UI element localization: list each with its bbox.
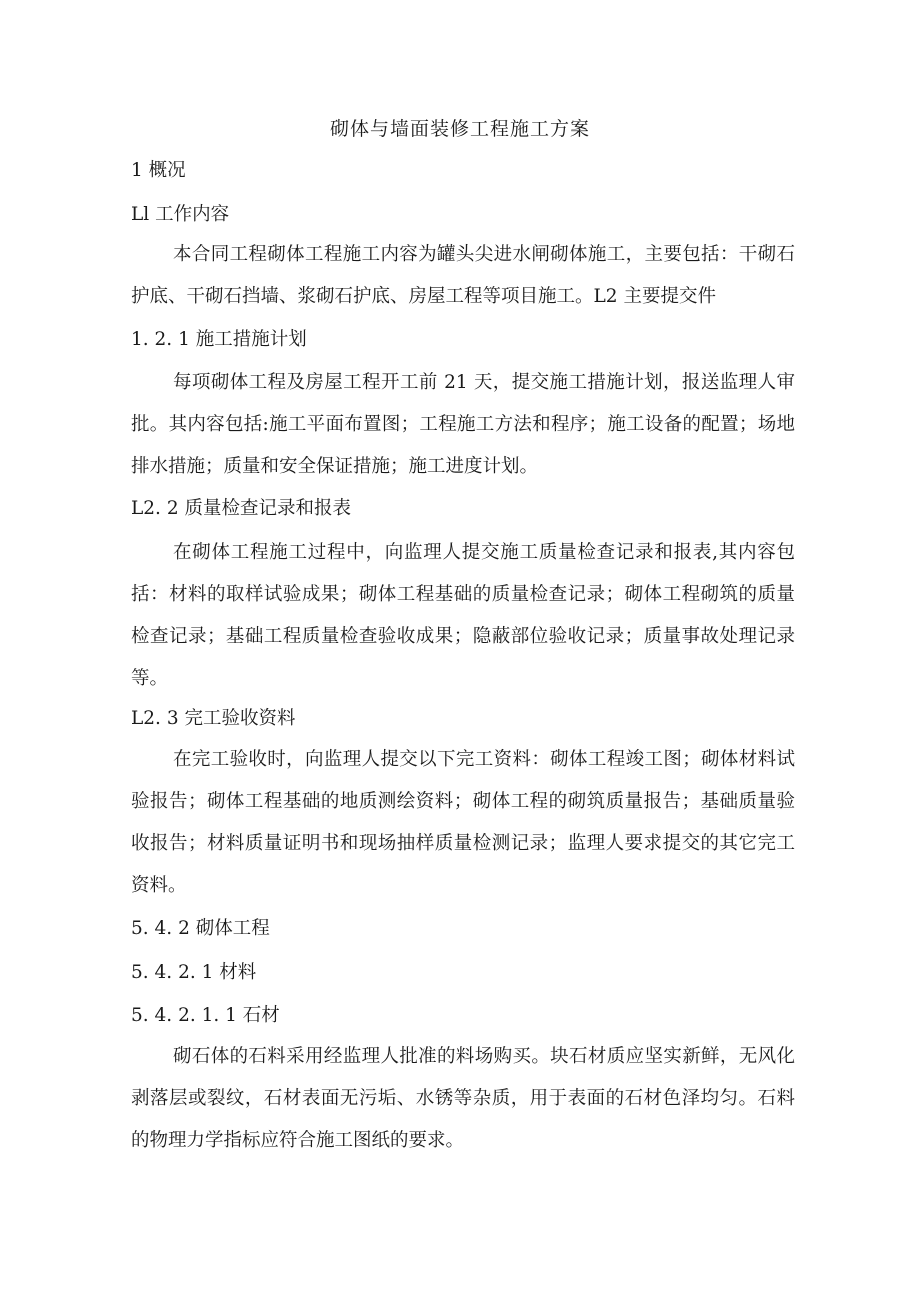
- heading-1-2-1-construction-plan: 1. 2. 1 施工措施计划: [131, 329, 307, 350]
- heading-1-2-2-quality-records: L2. 2 质量检查记录和报表: [131, 498, 351, 519]
- heading-1-1-work-content: Ll 工作内容: [131, 204, 230, 225]
- heading-1-overview: 1 概况: [131, 160, 186, 181]
- paragraph-work-content: 本合同工程砌体工程施工内容为罐头尖进水闸砌体施工，主要包括：干砌石护底、干砌石挡墙、浆砌石护底、房屋工程等项目施工。L2 主要提交件: [131, 244, 795, 307]
- paragraph-stone: 砌石体的石料采用经监理人批准的料场购买。块石材质应坚实新鲜，无风化剥落层或裂纹，石材表面无污垢、水锈等杂质，用于表面的石材色泽均匀。石料的物理力学指标应符合施工图纸的要求。: [131, 1046, 795, 1151]
- heading-5-4-2-1-materials: 5. 4. 2. 1 材料: [131, 962, 257, 983]
- paragraph-construction-plan: 每项砌体工程及房屋工程开工前 21 天，提交施工措施计划，报送监理人审批。其内容包括:施工平面布置图；工程施工方法和程序；施工设备的配置；场地排水措施；质量和安全保证措施；施工进度计划。: [131, 372, 795, 477]
- paragraph-quality-records: 在砌体工程施工过程中，向监理人提交施工质量检查记录和报表,其内容包括：材料的取样试验成果；砌体工程基础的质量检查记录；砌体工程砌筑的质量检查记录；基础工程质量检查验收成果；隐蔽部位验收记录；质量事故处理记录等。: [131, 542, 795, 689]
- heading-1-2-3-completion-docs: L2. 3 完工验收资料: [131, 708, 296, 729]
- paragraph-completion-docs: 在完工验收时，向监理人提交以下完工资料：砌体工程竣工图；砌体材料试验报告；砌体工程基础的地质测绘资料；砌体工程的砌筑质量报告；基础质量验收报告；材料质量证明书和现场抽样质量检测记录；监理人要求提交的其它完工资料。: [131, 749, 795, 896]
- document-title: 砌体与墙面装修工程施工方案: [329, 118, 590, 140]
- heading-5-4-2-masonry: 5. 4. 2 砌体工程: [131, 918, 270, 939]
- heading-5-4-2-1-1-stone: 5. 4. 2. 1. 1 石材: [131, 1005, 280, 1026]
